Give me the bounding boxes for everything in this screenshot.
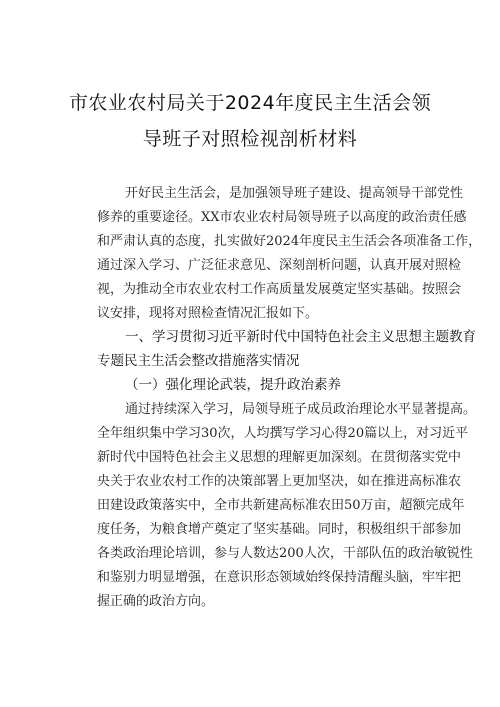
paragraph-line: 田建设政策落实中，全市共新建高标准农田50万亩，超额完成年 xyxy=(97,498,465,513)
document-title-line-1: 市农业农村局关于2024年度民主生活会领 xyxy=(68,92,432,114)
intro-line: 修养的重要途径。XX市农业农村局领导班子以高度的政治责任感 xyxy=(97,210,467,225)
intro-line: 开好民主生活会，是加强领导班子建设、提高领导干部党性 xyxy=(125,186,464,201)
document-title-line-2: 导班子对照检视剖析材料 xyxy=(142,128,358,150)
intro-line: 和严肃认真的态度，扎实做好2024年度民主生活会各项准备工作， xyxy=(97,234,482,249)
section-heading-line-1: 一、学习贯彻习近平新时代中国特色社会主义思想主题教育 xyxy=(125,329,476,345)
intro-line: 视，为推动全市农业农村工作高质量发展奠定坚实基础。按照会 xyxy=(97,282,462,297)
intro-line: 议安排，现将对照检查情况汇报如下。 xyxy=(97,306,319,321)
paragraph-line: 各类政治理论培训，参与人数达200人次，干部队伍的政治敏锐性 xyxy=(97,546,473,561)
paragraph-line: 新时代中国特色社会主义思想的理解更加深刻。在贯彻落实党中 xyxy=(97,450,462,465)
paragraph-line: 央关于农业农村工作的决策部署上更加坚决，如在推进高标准农 xyxy=(97,474,462,489)
section-heading-line-2: 专题民主生活会整改措施落实情况 xyxy=(97,353,300,369)
subsection-heading: （一）强化理论武装，提升政治素养 xyxy=(125,377,341,393)
paragraph-line: 全年组织集中学习30次，人均撰写学习心得20篇以上，对习近平 xyxy=(97,426,469,441)
paragraph-line: 握正确的政治方向。 xyxy=(97,594,215,609)
paragraph-line: 和鉴别力明显增强，在意识形态领域始终保持清醒头脑，牢牢把 xyxy=(97,570,462,585)
paragraph-line: 度任务，为粮食增产奠定了坚实基础。同时，积极组织干部参加 xyxy=(97,522,462,537)
intro-line: 通过深入学习、广泛征求意见、深刻剖析问题，认真开展对照检 xyxy=(97,258,462,273)
paragraph-line: 通过持续深入学习，局领导班子成员政治理论水平显著提高。 xyxy=(125,402,477,417)
